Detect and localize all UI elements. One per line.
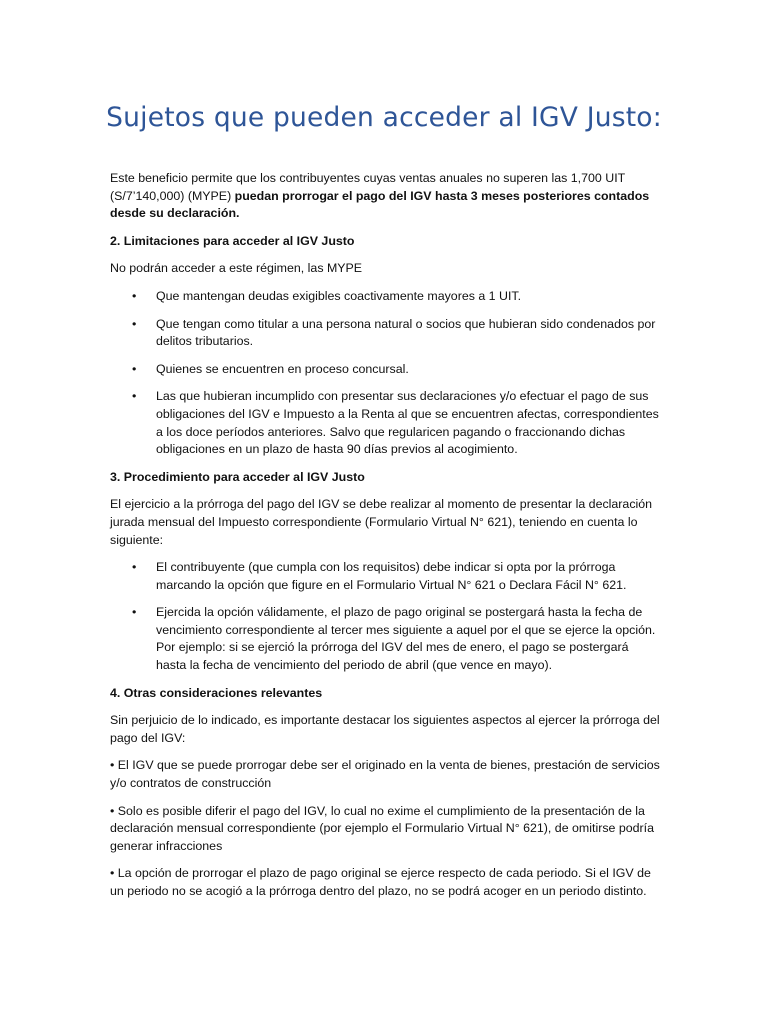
page-title: Sujetos que pueden acceder al IGV Justo: — [106, 102, 662, 133]
bullet-icon: • — [132, 288, 137, 303]
intro-paragraph — [110, 170, 660, 223]
list-item-text: Ejercida la opción válidamente, el plazo de pago original se postergará hasta la fecha de vencimiento correspondiente al tercer mes siguiente a aquel por el que se ejerce la opción. Por ejemplo: si se ejerció la prórroga del IGV del mes de enero, el pago se postergará hasta la fecha de vencimiento del periodo de abril (que vence en mayo). — [156, 605, 656, 673]
section-4-lead: Sin perjuicio de lo indicado, es importante destacar los siguientes aspectos al ejercer la prórroga del pago del IGV: — [110, 713, 660, 745]
section-4-heading: 4. Otras consideraciones relevantes — [110, 685, 323, 700]
list-item-text: El contribuyente (que cumpla con los requisitos) debe indicar si opta por la prórroga marcando la opción que figure en el Formulario Virtual N° 621 o Declara Fácil N° 621. — [156, 560, 627, 592]
list-item-text: Quienes se encuentren en proceso concursal. — [156, 361, 409, 376]
list-item — [110, 288, 660, 306]
section-3-heading: 3. Procedimiento para acceder al IGV Justo — [110, 469, 365, 484]
bullet-icon: • — [132, 316, 137, 331]
intro-text: Este beneficio permite que los contribuyentes cuyas ventas anuales no superen las 1,700 UIT (S/7’140,000) (MYPE) — [110, 171, 625, 203]
consideration-paragraph: • La opción de prorrogar el plazo de pago original se ejerce respecto de cada periodo. Si el IGV de un periodo no se acogió a la prórroga dentro del plazo, no se podrá acoger en un periodo distinto. — [110, 866, 651, 898]
section-2-list — [110, 288, 660, 459]
list-item — [110, 604, 660, 674]
document-body — [110, 170, 660, 911]
section-2-heading: 2. Limitaciones para acceder al IGV Justo — [110, 233, 355, 248]
bullet-icon: • — [132, 605, 137, 620]
list-item-text: Que mantengan deudas exigibles coactivamente mayores a 1 UIT. — [156, 288, 522, 303]
list-item — [110, 559, 660, 594]
section-3-list — [110, 559, 660, 675]
intro-bold-text: puedan prorrogar el pago del IGV hasta 3 meses posteriores contados desde su declaración. — [110, 188, 650, 221]
bullet-icon: • — [132, 560, 137, 575]
list-item — [110, 316, 660, 351]
list-item-text: Las que hubieran incumplido con presentar sus declaraciones y/o efectuar el pago de sus obligaciones del IGV e Impuesto a la Renta al que se encuentren afectas, correspondientes a los doce períodos anteriores. Salvo que regularicen pagando o fraccionando dichas obligaciones en un plazo de hasta 90 días previos al acogimiento. — [156, 389, 659, 457]
list-item — [110, 388, 660, 458]
consideration-paragraph: • El IGV que se puede prorrogar debe ser el originado en la venta de bienes, prestación de servicios y/o contratos de construcción — [110, 758, 660, 791]
bullet-icon: • — [132, 361, 137, 376]
list-item-text: Que tengan como titular a una persona natural o socios que hubieran sido condenados por delitos tributarios. — [156, 316, 656, 349]
section-2-lead: No podrán acceder a este régimen, las MYPE — [110, 261, 363, 276]
consideration-paragraph: • Solo es posible diferir el pago del IGV, lo cual no exime el cumplimiento de la presentación de la declaración mensual correspondiente (por ejemplo el Formulario Virtual N° 621), de omitirse podría generar infracciones — [110, 803, 654, 853]
section-3-lead: El ejercicio a la prórroga del pago del IGV se debe realizar al momento de presentar la declaración jurada mensual del Impuesto correspondiente (Formulario Virtual N° 621), teniendo en cuenta lo siguiente: — [110, 497, 653, 547]
bullet-icon: • — [132, 389, 137, 404]
list-item — [110, 361, 660, 379]
